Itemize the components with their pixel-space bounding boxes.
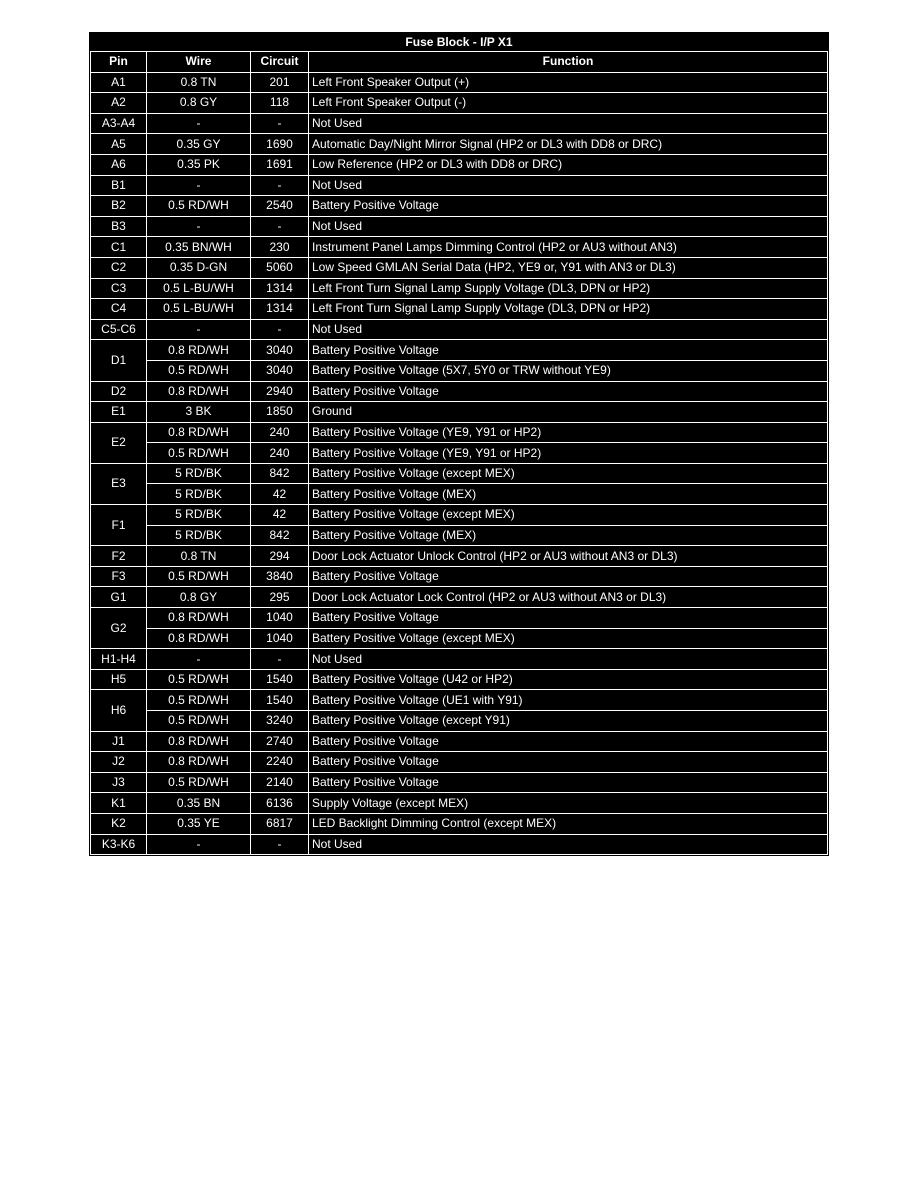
cell-wire: 0.8 RD/WH (147, 752, 251, 773)
table-row (91, 93, 828, 114)
cell-function: Battery Positive Voltage (except MEX) (309, 628, 828, 649)
table-row (91, 711, 828, 732)
cell-pin: E3 (91, 463, 147, 504)
cell-circuit: 842 (251, 463, 309, 484)
cell-wire: - (147, 834, 251, 855)
table-row (91, 175, 828, 196)
cell-function: Not Used (309, 175, 828, 196)
table-row (91, 505, 828, 526)
header-wire: Wire (147, 52, 251, 73)
cell-circuit: 2740 (251, 731, 309, 752)
cell-wire: 0.35 GY (147, 134, 251, 155)
fuse-block-table-container (89, 32, 829, 856)
header-pin: Pin (91, 52, 147, 73)
cell-circuit: 1690 (251, 134, 309, 155)
cell-circuit: 240 (251, 443, 309, 464)
cell-wire: 0.8 TN (147, 72, 251, 93)
cell-pin: F2 (91, 546, 147, 567)
table-row (91, 360, 828, 381)
table-row (91, 402, 828, 423)
cell-pin: H1-H4 (91, 649, 147, 670)
table-row (91, 608, 828, 629)
cell-function: Battery Positive Voltage (except MEX) (309, 463, 828, 484)
cell-pin: A5 (91, 134, 147, 155)
cell-pin: D2 (91, 381, 147, 402)
cell-circuit: 118 (251, 93, 309, 114)
cell-pin: C5-C6 (91, 319, 147, 340)
table-row (91, 319, 828, 340)
cell-circuit: 295 (251, 587, 309, 608)
cell-function: Battery Positive Voltage (YE9, Y91 or HP2) (309, 422, 828, 443)
cell-circuit: - (251, 216, 309, 237)
cell-wire: 0.5 L-BU/WH (147, 278, 251, 299)
cell-function: Battery Positive Voltage (309, 731, 828, 752)
cell-pin: K3-K6 (91, 834, 147, 855)
table-row (91, 834, 828, 855)
cell-pin: A3-A4 (91, 113, 147, 134)
cell-circuit: 6817 (251, 813, 309, 834)
table-row (91, 134, 828, 155)
cell-pin: E2 (91, 422, 147, 463)
table-row (91, 546, 828, 567)
table-row (91, 669, 828, 690)
table-row (91, 690, 828, 711)
cell-pin: K2 (91, 813, 147, 834)
cell-circuit: 240 (251, 422, 309, 443)
cell-pin: B2 (91, 196, 147, 217)
cell-wire: 0.35 PK (147, 154, 251, 175)
table-row (91, 113, 828, 134)
cell-wire: 0.8 RD/WH (147, 381, 251, 402)
cell-wire: 0.5 RD/WH (147, 443, 251, 464)
cell-wire: 0.8 RD/WH (147, 628, 251, 649)
cell-wire: - (147, 216, 251, 237)
cell-function: Battery Positive Voltage (309, 772, 828, 793)
cell-pin: K1 (91, 793, 147, 814)
cell-function: Left Front Turn Signal Lamp Supply Voltage (DL3, DPN or HP2) (309, 299, 828, 320)
cell-function: Low Reference (HP2 or DL3 with DD8 or DRC) (309, 154, 828, 175)
cell-wire: 3 BK (147, 402, 251, 423)
cell-wire: 0.35 YE (147, 813, 251, 834)
cell-function: Battery Positive Voltage (309, 566, 828, 587)
cell-function: Door Lock Actuator Lock Control (HP2 or AU3 without AN3 or DL3) (309, 587, 828, 608)
table-row (91, 278, 828, 299)
cell-function: Battery Positive Voltage (YE9, Y91 or HP2) (309, 443, 828, 464)
cell-pin: C4 (91, 299, 147, 320)
cell-circuit: - (251, 113, 309, 134)
table-title-row (91, 33, 828, 52)
table-row (91, 237, 828, 258)
cell-circuit: 1040 (251, 628, 309, 649)
table-row (91, 628, 828, 649)
cell-circuit: 1314 (251, 299, 309, 320)
cell-wire: 0.8 RD/WH (147, 422, 251, 443)
table-row (91, 813, 828, 834)
table-row (91, 443, 828, 464)
cell-wire: - (147, 319, 251, 340)
cell-wire: 0.8 GY (147, 93, 251, 114)
table-row (91, 154, 828, 175)
cell-circuit: 294 (251, 546, 309, 567)
cell-circuit: 3040 (251, 340, 309, 361)
cell-function: Not Used (309, 113, 828, 134)
cell-function: Not Used (309, 216, 828, 237)
cell-wire: 0.8 RD/WH (147, 608, 251, 629)
cell-circuit: 5060 (251, 257, 309, 278)
cell-circuit: - (251, 834, 309, 855)
cell-pin: G1 (91, 587, 147, 608)
cell-circuit: - (251, 649, 309, 670)
table-row (91, 299, 828, 320)
table-row (91, 587, 828, 608)
cell-wire: 5 RD/BK (147, 505, 251, 526)
cell-function: Left Front Turn Signal Lamp Supply Voltage (DL3, DPN or HP2) (309, 278, 828, 299)
cell-circuit: 2940 (251, 381, 309, 402)
table-row (91, 72, 828, 93)
table-title: Fuse Block - I/P X1 (405, 34, 513, 49)
cell-wire: - (147, 649, 251, 670)
table-row (91, 731, 828, 752)
cell-function: Battery Positive Voltage (309, 608, 828, 629)
cell-wire: 0.5 RD/WH (147, 711, 251, 732)
table-row (91, 422, 828, 443)
cell-wire: 5 RD/BK (147, 525, 251, 546)
cell-circuit: 3040 (251, 360, 309, 381)
cell-function: Battery Positive Voltage (309, 381, 828, 402)
cell-pin: H6 (91, 690, 147, 731)
table-body (91, 72, 828, 855)
cell-pin: J3 (91, 772, 147, 793)
cell-function: Battery Positive Voltage (309, 752, 828, 773)
cell-pin: H5 (91, 669, 147, 690)
cell-circuit: 1540 (251, 690, 309, 711)
cell-circuit: 842 (251, 525, 309, 546)
cell-wire: 0.5 RD/WH (147, 669, 251, 690)
cell-function: Instrument Panel Lamps Dimming Control (HP2 or AU3 without AN3) (309, 237, 828, 258)
cell-circuit: 1691 (251, 154, 309, 175)
cell-circuit: 3840 (251, 566, 309, 587)
cell-wire: 0.35 BN/WH (147, 237, 251, 258)
cell-wire: 0.5 L-BU/WH (147, 299, 251, 320)
cell-pin: A1 (91, 72, 147, 93)
cell-circuit: 6136 (251, 793, 309, 814)
cell-circuit: 2540 (251, 196, 309, 217)
cell-wire: 0.5 RD/WH (147, 690, 251, 711)
cell-wire: 0.35 BN (147, 793, 251, 814)
cell-circuit: 2240 (251, 752, 309, 773)
cell-function: Low Speed GMLAN Serial Data (HP2, YE9 or, Y91 with AN3 or DL3) (309, 257, 828, 278)
cell-function: Battery Positive Voltage (UE1 with Y91) (309, 690, 828, 711)
fuse-block-table (90, 33, 828, 855)
cell-wire: 0.5 RD/WH (147, 772, 251, 793)
cell-function: Ground (309, 402, 828, 423)
cell-function: Battery Positive Voltage (except Y91) (309, 711, 828, 732)
cell-function: Battery Positive Voltage (except MEX) (309, 505, 828, 526)
cell-wire: 0.8 TN (147, 546, 251, 567)
cell-wire: 0.35 D-GN (147, 257, 251, 278)
cell-pin: F3 (91, 566, 147, 587)
cell-function: Left Front Speaker Output (+) (309, 72, 828, 93)
cell-circuit: 1850 (251, 402, 309, 423)
cell-pin: E1 (91, 402, 147, 423)
table-row (91, 566, 828, 587)
cell-pin: D1 (91, 340, 147, 381)
table-row (91, 484, 828, 505)
cell-function: Battery Positive Voltage (MEX) (309, 525, 828, 546)
cell-pin: B1 (91, 175, 147, 196)
cell-circuit: 1314 (251, 278, 309, 299)
cell-circuit: 42 (251, 505, 309, 526)
cell-function: Not Used (309, 834, 828, 855)
cell-circuit: - (251, 319, 309, 340)
cell-function: Left Front Speaker Output (-) (309, 93, 828, 114)
cell-wire: 5 RD/BK (147, 463, 251, 484)
table-row (91, 257, 828, 278)
table-row (91, 525, 828, 546)
cell-pin: F1 (91, 505, 147, 546)
table-row (91, 196, 828, 217)
cell-wire: 0.5 RD/WH (147, 196, 251, 217)
cell-function: Battery Positive Voltage (309, 340, 828, 361)
cell-circuit: 1540 (251, 669, 309, 690)
cell-pin: J2 (91, 752, 147, 773)
cell-wire: 0.5 RD/WH (147, 566, 251, 587)
cell-function: Automatic Day/Night Mirror Signal (HP2 or DL3 with DD8 or DRC) (309, 134, 828, 155)
table-row (91, 752, 828, 773)
cell-wire: 0.5 RD/WH (147, 360, 251, 381)
cell-wire: 5 RD/BK (147, 484, 251, 505)
cell-wire: 0.8 RD/WH (147, 731, 251, 752)
cell-function: Not Used (309, 649, 828, 670)
table-row (91, 772, 828, 793)
cell-pin: C3 (91, 278, 147, 299)
cell-circuit: 1040 (251, 608, 309, 629)
cell-circuit: 2140 (251, 772, 309, 793)
cell-function: Door Lock Actuator Unlock Control (HP2 or AU3 without AN3 or DL3) (309, 546, 828, 567)
cell-pin: J1 (91, 731, 147, 752)
cell-pin: A2 (91, 93, 147, 114)
cell-function: Battery Positive Voltage (5X7, 5Y0 or TRW without YE9) (309, 360, 828, 381)
table-row (91, 463, 828, 484)
cell-wire: - (147, 113, 251, 134)
cell-function: Battery Positive Voltage (309, 196, 828, 217)
cell-circuit: - (251, 175, 309, 196)
cell-function: Battery Positive Voltage (U42 or HP2) (309, 669, 828, 690)
header-function: Function (309, 52, 828, 73)
cell-function: Not Used (309, 319, 828, 340)
cell-function: Supply Voltage (except MEX) (309, 793, 828, 814)
cell-circuit: 201 (251, 72, 309, 93)
cell-pin: G2 (91, 608, 147, 649)
cell-wire: - (147, 175, 251, 196)
cell-circuit: 42 (251, 484, 309, 505)
table-row (91, 793, 828, 814)
cell-wire: 0.8 GY (147, 587, 251, 608)
cell-function: Battery Positive Voltage (MEX) (309, 484, 828, 505)
cell-pin: C2 (91, 257, 147, 278)
table-row (91, 649, 828, 670)
cell-function: LED Backlight Dimming Control (except MEX) (309, 813, 828, 834)
cell-circuit: 3240 (251, 711, 309, 732)
table-header-row (91, 52, 828, 73)
table-row (91, 381, 828, 402)
header-circuit: Circuit (251, 52, 309, 73)
cell-wire: 0.8 RD/WH (147, 340, 251, 361)
table-row (91, 216, 828, 237)
cell-pin: B3 (91, 216, 147, 237)
cell-pin: A6 (91, 154, 147, 175)
table-row (91, 340, 828, 361)
cell-circuit: 230 (251, 237, 309, 258)
cell-pin: C1 (91, 237, 147, 258)
